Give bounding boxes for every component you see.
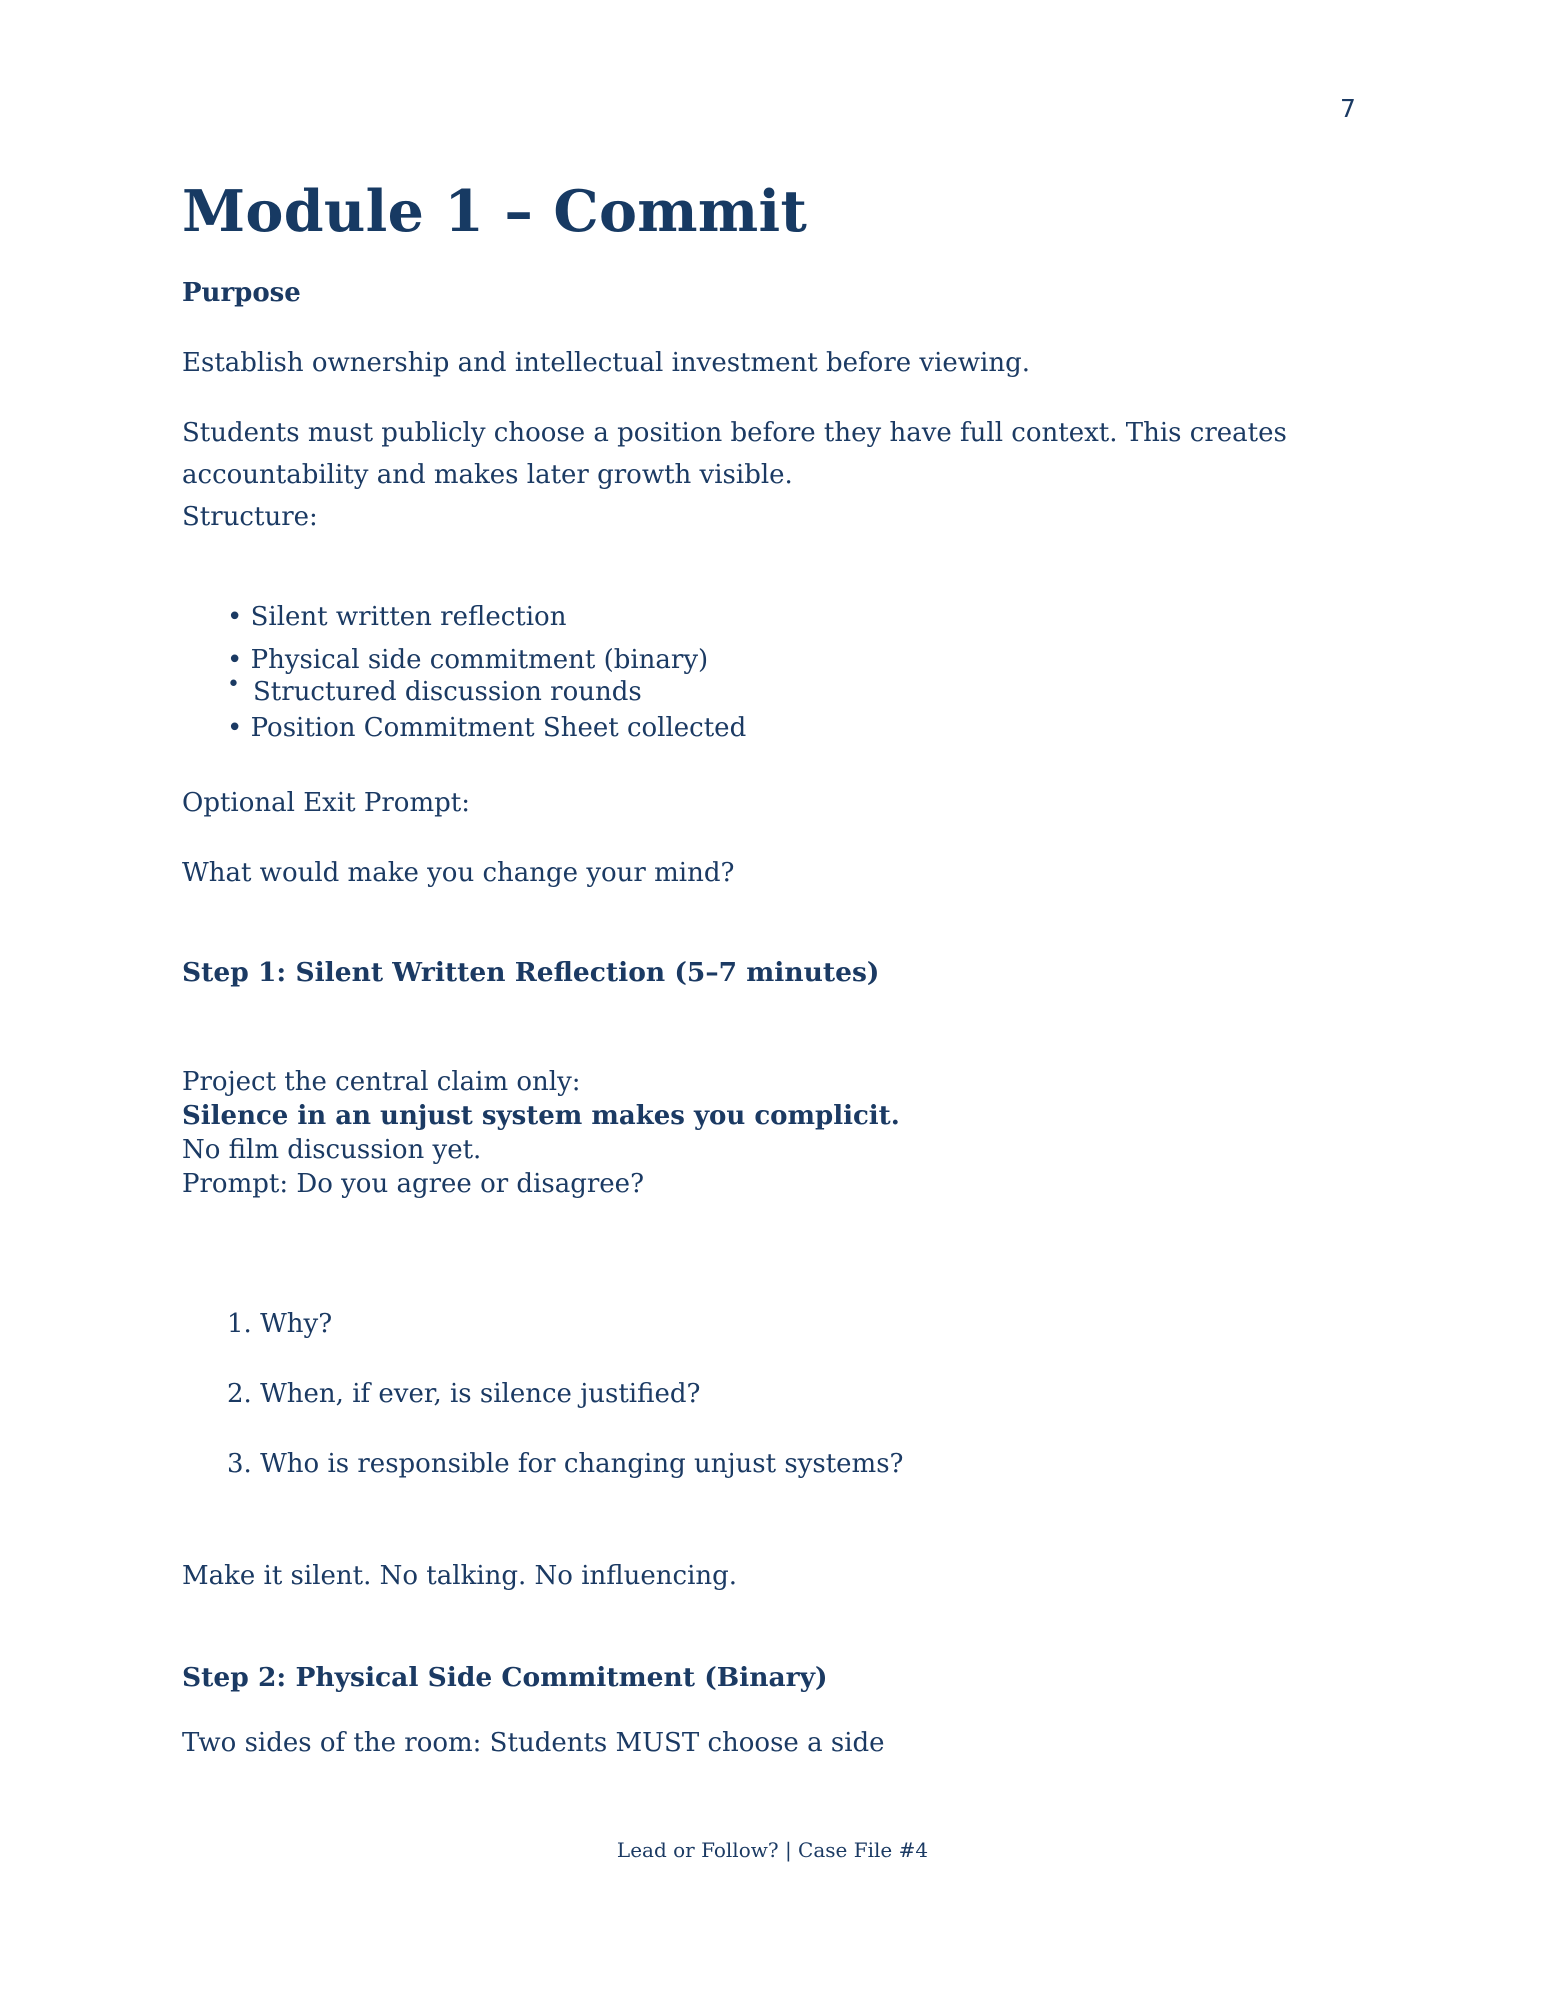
purpose-paragraph-line-2: accountability and makes later growth visible. [182,460,793,490]
purpose-line: Establish ownership and intellectual investment before viewing. [182,348,1031,378]
exit-prompt-label: Optional Exit Prompt: [182,788,470,818]
step2-line: Two sides of the room: Students MUST choose a side [182,1728,885,1758]
page-title: Module 1 – Commit [182,178,808,245]
list-item: • Position Commitment Sheet collected [227,713,747,743]
purpose-heading: Purpose [182,278,301,308]
step1-line: No film discussion yet. [182,1135,482,1165]
list-item: • Silent written reflection [227,602,567,632]
question-item: 3. Who is responsible for changing unjust systems? [227,1449,904,1479]
bullet-glyph: • [227,672,240,697]
exit-prompt-question: What would make you change your mind? [182,858,735,888]
step2-heading: Step 2: Physical Side Commitment (Binary) [182,1662,828,1693]
step1-line: Project the central claim only: [182,1067,581,1097]
page-footer: Lead or Follow? | Case File #4 [616,1838,929,1862]
step1-prompt: Prompt: Do you agree or disagree? [182,1169,645,1199]
step1-closing: Make it silent. No talking. No influencing. [182,1561,738,1591]
central-claim: Silence in an unjust system makes you complicit. [182,1101,900,1131]
step1-heading: Step 1: Silent Written Reflection (5–7 minutes) [182,957,880,988]
question-item: 1. Why? [227,1309,333,1339]
purpose-paragraph-line-1: Students must publicly choose a position before they have full context. This creates [182,418,1287,448]
page-number: 7 [1340,94,1356,123]
list-item: • Physical side commitment (binary) [227,645,709,675]
question-item: 2. When, if ever, is silence justified? [227,1379,701,1409]
list-item: Structured discussion rounds [253,677,642,707]
structure-label: Structure: [182,502,318,532]
